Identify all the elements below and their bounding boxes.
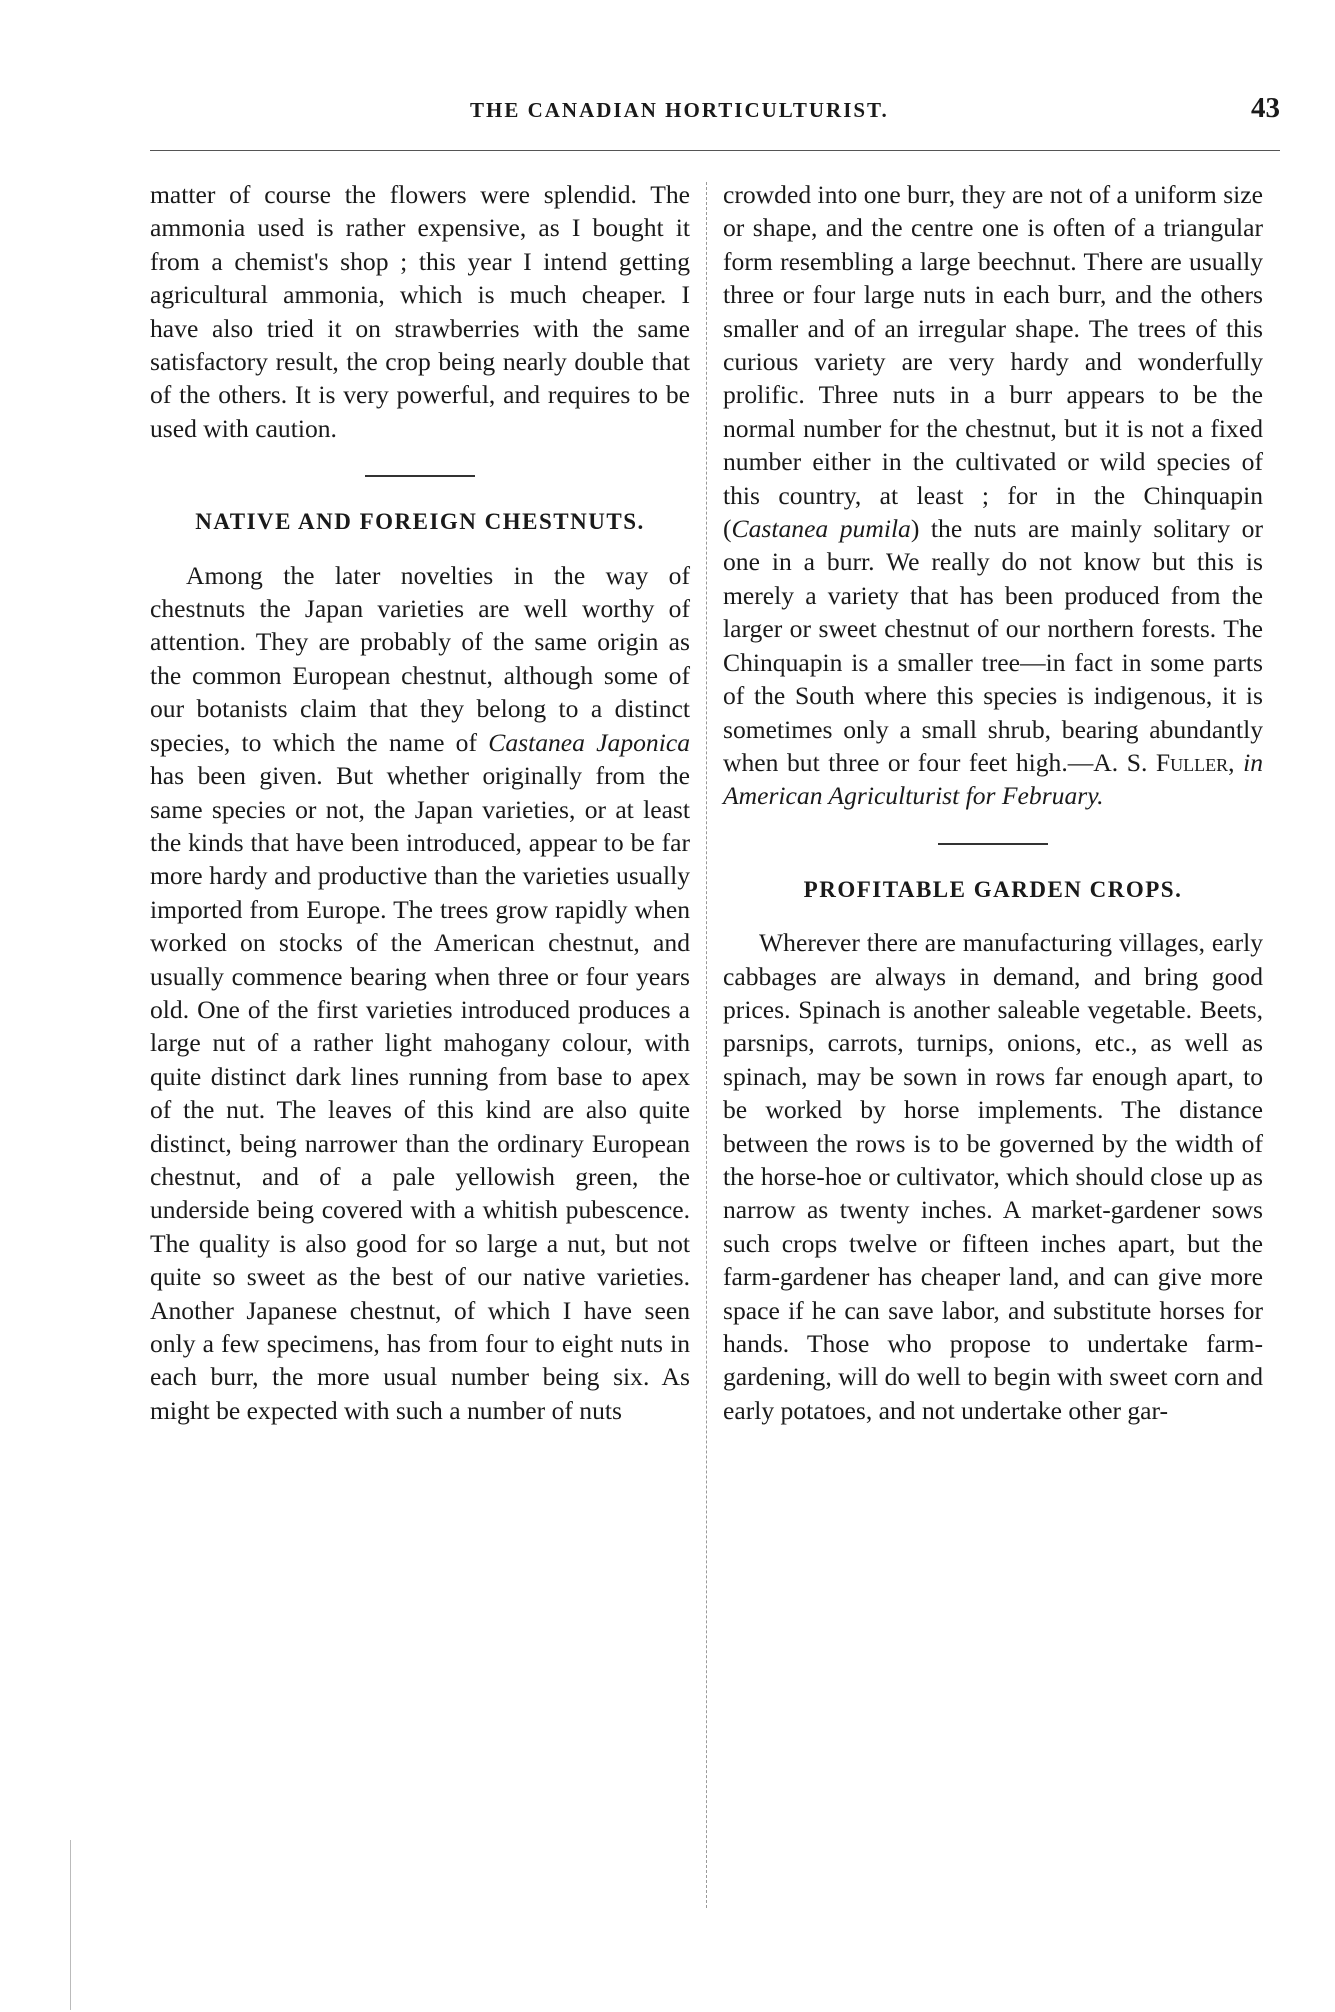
section-divider — [365, 475, 475, 477]
attribution-source: in American Agriculturist for February. — [723, 747, 1264, 811]
page-number: 43 — [1251, 92, 1280, 124]
margin-mark — [70, 1840, 71, 2010]
column-divider — [706, 182, 707, 1908]
right-column — [723, 178, 1263, 1427]
chestnut-paragraph — [150, 559, 690, 1428]
attribution-author: Fuller, — [1155, 747, 1235, 777]
garden-heading: PROFITABLE GARDEN CROPS. — [803, 876, 1183, 902]
chestnut-continued-part-1: crowded into one burr, they are not of a uniform size or shape, and the centre one is often of a triangular form resembling a large beechnut. There are usually three or four large nuts in each burr, and the others smaller and of an irregular shape. The trees of this curious variety are very hardy and wonderfully prolific. Three nuts in a burr appears to be the normal number for the chestnut, but it is not a fixed number either in the cultivated or wild species of this country, at least ; for in the Chinquapin ( — [723, 180, 1263, 544]
intro-paragraph: matter of course the flowers were splendid. The ammonia used is rather expensive, as I bought it from a chemist's shop ; this year I intend getting agricultural ammonia, which is much cheaper. I have also tried it on strawberries with the same satisfactory result, the crop being nearly double that of the others. It is very powerful, and requires to be used with caution. — [150, 180, 690, 443]
header-rule — [150, 150, 1280, 151]
running-title: THE CANADIAN HORTICULTURIST. — [470, 98, 889, 122]
chestnut-text-part-1: Among the later novelties in the way of chestnuts the Japan varieties are well worthy of attention. They are probably of the same origin as the common European chestnut, although some of our botanists claim that they belong to a distinct species, to which the name of — [150, 560, 690, 757]
section-divider — [938, 843, 1048, 845]
left-column — [150, 178, 690, 1427]
chestnut-continued-paragraph — [723, 178, 1263, 813]
chestnut-text-part-2: has been given. But whether originally from the same species or not, the Japan varieties, or at least the kinds that have been introduced, appear to be far more hardy and productive than the varieties usually imported from Europe. The trees grow rapidly when worked on stocks of the American chestnut, and usually commence bearing when three or four years old. One of the first varieties introduced produces a large nut of a rather light mahogany colour, with quite distinct dark lines running from base to apex of the nut. The leaves of this kind are also quite distinct, being narrower than the ordinary European chestnut, and of a pale yellowish green, the underside being covered with a whitish pubescence. The quality is also good for so large a nut, but not quite so sweet as the best of our native varieties. Another Japanese chestnut, of which I have seen only a few specimens, has from four to eight nuts in each burr, the more usual number being six. As might be expected with such a number of nuts — [150, 761, 690, 1425]
chestnut-continued-part-2: ) the nuts are mainly solitary or one in a burr. We really do not know but this is merely a variety that has been produced from the larger or sweet chestnut of our northern forests. The Chinquapin is a smaller tree—in fact in some parts of the South where this species is indigenous, it is sometimes only a small shrub, bearing abundantly when but three or four feet high.—A. S. — [723, 514, 1263, 777]
chestnut-heading: NATIVE AND FOREIGN CHESTNUTS. — [195, 509, 645, 535]
garden-paragraph: Wherever there are manufacturing villages, early cabbages are always in demand, and bring good prices. Spinach is another saleable vegetable. Beets, parsnips, carrots, turnips, onions, etc., as well as spinach, may be sown in rows far enough apart, to be worked by horse implements. The distance between the rows is to be governed by the width of the horse-hoe or cultivator, which should close up as narrow as twenty inches. A market-gardener sows such crops twelve or fifteen inches apart, but the farm-gardener has cheaper land, and can give more space if he can save labor, and substitute horses for hands. Those who propose to undertake farm-gardening, will do well to begin with sweet corn and early potatoes, and not undertake other gar- — [723, 928, 1263, 1425]
page-header — [150, 92, 1280, 138]
latin-name-pumila: Castanea pumila — [731, 514, 911, 544]
latin-name-japonica: Castanea Japonica — [488, 727, 690, 757]
